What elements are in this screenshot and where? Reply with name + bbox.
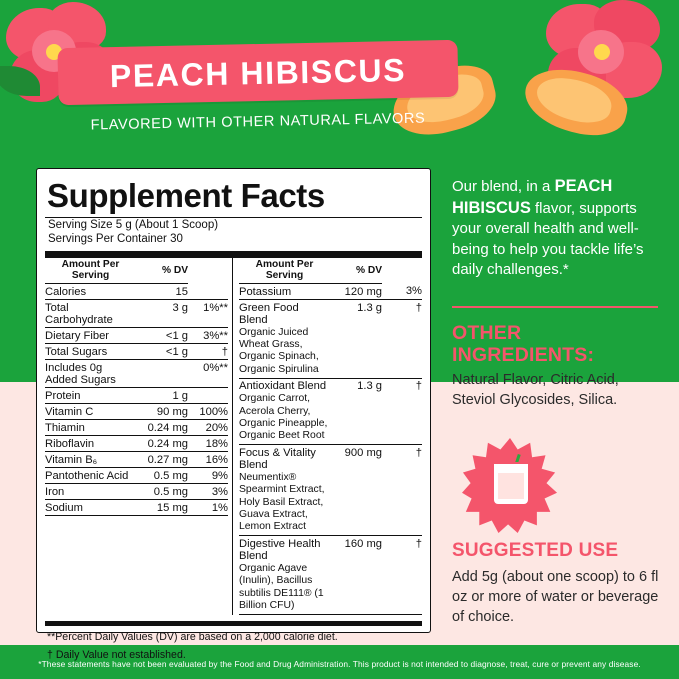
supplement-facts-panel [36,168,431,661]
nutrient-amount: 15 mg [136,500,188,516]
divider [452,306,658,308]
table-row [45,484,228,500]
nutrient-name: Iron [45,484,136,500]
table-row [239,445,422,536]
table-row [45,284,228,300]
nutrient-amount [136,360,188,388]
nutrient-amount: 160 mg [330,536,382,615]
nutrient-name: Total Carbohydrate [45,300,136,328]
table-row [45,500,228,516]
other-ingredients-body: Natural Flavor, Citric Acid, Steviol Glycosides, Silica. [452,372,619,408]
blend-description [452,176,658,281]
table-row [45,388,228,404]
drink-glass-icon [492,462,528,506]
blend-label: Green Food Blend [239,301,299,326]
blend-label: Digestive Health Blend [239,537,321,562]
nutrient-amount: 120 mg [330,284,382,300]
nutrient-dv: † [188,344,228,360]
nutrient-dv: 1%** [188,300,228,328]
table-row [239,284,422,300]
table-row [45,300,228,328]
peach-slice-icon-2 [518,66,638,152]
nutrient-amount: 90 mg [136,404,188,420]
servings-per-container: Servings Per Container 30 [48,233,183,245]
supplement-facts-title: Supplement Facts [47,177,325,214]
nutrient-amount: <1 g [136,328,188,344]
nutrient-dv: 100% [188,404,228,420]
nutrient-dv: 3% [382,284,422,300]
nutrient-name: Riboflavin [45,436,136,452]
nutrient-dv: 16% [188,452,228,468]
table-row [45,436,228,452]
nutrient-name: Sodium [45,500,136,516]
nutrient-dv: † [382,378,422,445]
table-row [45,420,228,436]
blend-name [239,300,330,379]
nutrient-amount: 0.24 mg [136,436,188,452]
nutrient-amount: 1 g [136,388,188,404]
table-row [45,468,228,484]
suggested-use-body: Add 5g (about one scoop) to 6 fl oz or more of water or beverage of choice. [452,569,659,625]
table-row [45,344,228,360]
blend-ingredients: Organic Juiced Wheat Grass, Organic Spinach, Organic Spirulina [239,326,319,375]
nutrient-dv: 1% [188,500,228,516]
table-row [45,404,228,420]
nutrient-name: Pantothenic Acid [45,468,136,484]
nutrient-amount: 1.3 g [330,300,382,379]
nutrient-name: Protein [45,388,136,404]
glass-liquid [498,473,524,499]
table-row [239,536,422,615]
nutrient-dv [188,284,228,300]
left-dv-header: % DV [136,258,188,284]
thick-rule [45,251,422,258]
nutrient-dv [188,388,228,404]
nutrient-name: Thiamin [45,420,136,436]
nutrient-dv: 3% [188,484,228,500]
nutrient-dv: 20% [188,420,228,436]
blend-name [239,445,330,536]
nutrient-amount: 0.5 mg [136,468,188,484]
nutrient-amount: 900 mg [330,445,382,536]
table-row [45,328,228,344]
footnote-dv: **Percent Daily Values (DV) are based on a 2,000 calorie diet. [47,630,338,643]
nutrient-dv: † [382,445,422,536]
glass-body [492,462,530,506]
table-row [45,360,228,388]
blend-ingredients: Neumentix® Spearmint Extract, Holy Basil Extract, Guava Extract, Lemon Extract [239,471,325,533]
nutrient-amount: 1.3 g [330,378,382,445]
nutrient-dv: 0%** [188,360,228,388]
other-ingredients-heading: OTHER INGREDIENTS: [452,322,595,366]
nutrient-dv: † [382,536,422,615]
nutrient-name: Potassium [239,284,330,300]
nutrient-dv: 3%** [188,328,228,344]
blend-copy-flavor: PEACH HIBISCUS [452,177,613,217]
nutrient-dv: † [382,300,422,379]
blend-copy-post: flavor, supports your overall health and well-being to help you tackle life’s daily challenges.* [452,199,644,278]
left-amount-header: Amount Per Serving [45,258,136,284]
table-row [239,378,422,445]
facts-table-left [45,258,228,516]
nutrient-name: Dietary Fiber [45,328,136,344]
table-row [239,300,422,379]
nutrient-name: Calories [45,284,136,300]
nutrient-name: Includes 0g Added Sugars [45,360,136,388]
serving-size: Serving Size 5 g (About 1 Scoop) [48,219,219,231]
fda-disclaimer: *These statements have not been evaluated by the Food and Drug Administration. This product is not intended to diagnose, treat, cure or prevent any disease. [38,659,641,669]
nutrient-amount: 15 [136,284,188,300]
nutrient-dv: 18% [188,436,228,452]
blend-ingredients: Organic Agave (Inulin), Bacillus subtilis DE111® (1 Billion CFU) [239,562,324,611]
blend-label: Antioxidant Blend [239,380,327,393]
suggested-use-heading: SUGGESTED USE [452,540,619,561]
blend-ingredients: Organic Carrot, Acerola Cherry, Organic Pineapple, Organic Beet Root [239,393,328,442]
nutrient-amount: 0.24 mg [136,420,188,436]
nutrient-amount: 0.27 mg [136,452,188,468]
facts-column-right [233,258,422,615]
nutrient-amount: 0.5 mg [136,484,188,500]
nutrient-name: Vitamin B₆ [45,452,136,468]
nutrient-amount: <1 g [136,344,188,360]
blend-copy-pre: Our blend, in a [452,178,555,195]
footnote-dagger: † Daily Value not established. [47,648,186,661]
right-dv-header: % DV [330,258,382,284]
nutrient-dv: 9% [188,468,228,484]
flavor-title: PEACH HIBISCUS [109,51,407,95]
facts-column-left [45,258,233,615]
table-row [45,452,228,468]
facts-columns [45,258,422,615]
blend-label: Focus & Vitality Blend [239,446,316,471]
nutrient-name: Vitamin C [45,404,136,420]
flavor-subtitle: FLAVORED WITH OTHER NATURAL FLAVORS [90,110,426,134]
blend-name [239,378,330,445]
facts-table-right [239,258,422,615]
nutrient-name: Total Sugars [45,344,136,360]
nutrient-amount: 3 g [136,300,188,328]
blend-name [239,536,330,615]
right-amount-header: Amount Per Serving [239,258,330,284]
